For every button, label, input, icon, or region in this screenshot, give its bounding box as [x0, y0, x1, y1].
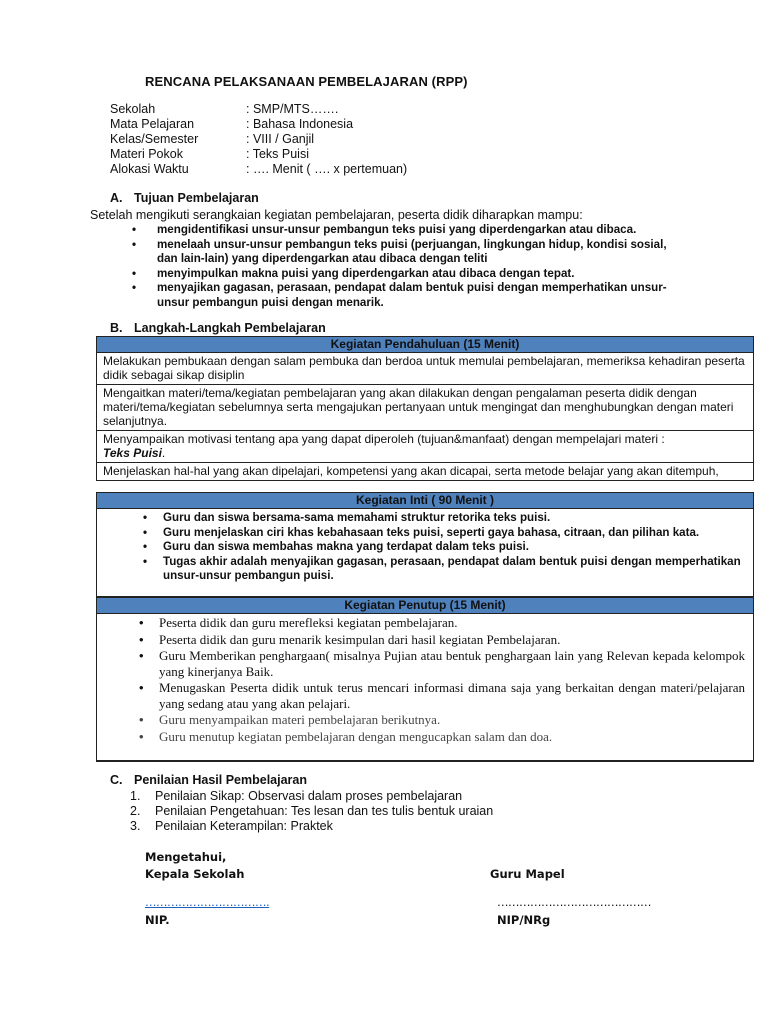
- info-value: : Teks Puisi: [246, 147, 309, 161]
- guru-signature-line: [497, 895, 651, 909]
- info-row-sekolah: [110, 102, 407, 117]
- item-text: Penilaian Pengetahuan: Tes lesan dan tes tulis bentuk uraian: [155, 804, 494, 818]
- list-item: • Guru Memberikan penghargaan( misalnya Pujian atau bentuk penghargaan lain yang Relevan kepada kelompok yang kinerjanya Baik.: [137, 648, 745, 679]
- list-item: [130, 819, 493, 834]
- penutup-table: [96, 597, 754, 762]
- list-item: • mengidentifikasi unsur-unsur pembangun teks puisi yang diperdengarkan atau dibaca.: [130, 223, 690, 238]
- list-item: • Guru menjelaskan ciri khas kebahasaan teks puisi, seperti gaya bahasa, citraan, dan pilihan kata.: [141, 526, 753, 541]
- info-value: : …. Menit ( …. x pertemuan): [246, 162, 408, 176]
- item-number: 2.: [130, 804, 141, 818]
- info-row-mapel: [110, 117, 407, 132]
- inti-header: Kegiatan Inti ( 90 Menit ): [97, 493, 753, 509]
- section-a-intro: Setelah mengikuti serangkaian kegiatan pembelajaran, peserta didik diharapkan mampu:: [90, 208, 583, 222]
- table-row: Mengaitkan materi/tema/kegiatan pembelajaran yang akan dilakukan dengan pengalaman peserta didik dengan materi/tema/kegiatan sebelumnya serta mengajukan pertanyaan untuk mengingat dan menghubungkan dengan materi selanjutnya.: [97, 385, 753, 431]
- nip-guru-label: NIP/NRg: [497, 913, 551, 927]
- section-number: A.: [110, 191, 123, 205]
- item-number: 3.: [130, 819, 141, 833]
- motivasi-materi: Teks Puisi: [103, 446, 162, 460]
- item-text: Penilaian Sikap: Observasi dalam proses pembelajaran: [155, 789, 463, 803]
- table-row: Melakukan pembukaan dengan salam pembuka dan berdoa untuk memulai pembelajaran, memeriksa kehadiran peserta didik sebagai sikap disiplin: [97, 353, 753, 385]
- inti-list: [97, 509, 753, 584]
- table-row-motivasi: [97, 431, 753, 463]
- section-number: B.: [110, 321, 123, 335]
- item-number: 1.: [130, 789, 141, 803]
- info-label: Alokasi Waktu: [110, 162, 189, 176]
- info-value: : VIII / Ganjil: [246, 132, 315, 146]
- penutup-header: Kegiatan Penutup (15 Menit): [97, 598, 753, 614]
- list-item: • Peserta didik dan guru menarik kesimpulan dari hasil kegiatan Pembelajaran.: [137, 632, 745, 648]
- section-title: Tujuan Pembelajaran: [134, 191, 259, 205]
- list-item: • Peserta didik dan guru merefleksi kegiatan pembelajaran.: [137, 615, 745, 631]
- list-item: • Guru menyampaikan materi pembelajaran berikutnya.: [137, 712, 745, 728]
- info-row-materi: [110, 147, 407, 162]
- motivasi-end: .: [161, 446, 166, 460]
- list-item: • Guru dan siswa bersama-sama memahami struktur retorika teks puisi.: [141, 511, 753, 526]
- info-value: : Bahasa Indonesia: [246, 117, 354, 131]
- list-item: • Guru dan siswa membahas makna yang terdapat dalam teks puisi.: [141, 540, 753, 555]
- section-b-heading: [110, 321, 326, 335]
- list-item: [130, 804, 493, 819]
- document-title: RENCANA PELAKSANAAN PEMBELAJARAN (RPP): [145, 74, 468, 89]
- item-text: Penilaian Keterampilan: Praktek: [155, 819, 333, 833]
- guru-dots: ……………………………………: [497, 895, 651, 909]
- section-title: Penilaian Hasil Pembelajaran: [134, 773, 307, 787]
- penutup-list: [97, 614, 753, 744]
- list-item: • menyimpulkan makna puisi yang diperdengarkan atau dibaca dengan tepat.: [130, 267, 690, 282]
- section-c-heading: [110, 773, 307, 787]
- info-value: : SMP/MTS…….: [246, 102, 339, 116]
- motivasi-text: Menyampaikan motivasi tentang apa yang dapat diperoleh (tujuan&manfaat) dengan mempelajari materi :: [103, 432, 665, 446]
- nip-kepala-label: NIP.: [145, 913, 170, 927]
- guru-mapel-label: Guru Mapel: [490, 867, 565, 881]
- inti-table: [96, 492, 754, 597]
- tujuan-list: [130, 223, 690, 310]
- info-row-waktu: [110, 162, 407, 177]
- section-title: Langkah-Langkah Pembelajaran: [134, 321, 326, 335]
- kepala-dots: …………………………….: [145, 895, 270, 909]
- section-a-heading: [110, 191, 259, 205]
- kepala-sekolah-label: Kepala Sekolah: [145, 867, 245, 881]
- info-label: Mata Pelajaran: [110, 117, 195, 131]
- list-item: • menyajikan gagasan, perasaan, pendapat dalam bentuk puisi dengan memperhatikan unsur-unsur pembangun puisi dengan menarik.: [130, 281, 690, 310]
- info-block: [110, 102, 407, 177]
- pendahuluan-table: [96, 336, 754, 481]
- section-number: C.: [110, 773, 123, 787]
- penilaian-list: [130, 789, 493, 834]
- mengetahui-label: Mengetahui,: [145, 850, 227, 864]
- list-item: [130, 789, 493, 804]
- info-label: Materi Pokok: [110, 147, 183, 161]
- list-item: • Tugas akhir adalah menyajikan gagasan, perasaan, pendapat dalam bentuk puisi dengan memperhatikan unsur-unsur pembangun puisi.: [141, 555, 753, 584]
- table-row: Menjelaskan hal-hal yang akan dipelajari, kompetensi yang akan dicapai, serta metode belajar yang akan ditempuh,: [103, 464, 719, 478]
- info-label: Kelas/Semester: [110, 132, 199, 146]
- pendahuluan-header: Kegiatan Pendahuluan (15 Menit): [97, 337, 753, 353]
- info-row-kelas: [110, 132, 407, 147]
- list-item: • Menugaskan Peserta didik untuk terus mencari informasi dimana saja yang berkaitan dengan materi/pelajaran yang sedang atau yang akan pelajari.: [137, 680, 745, 711]
- list-item: • menelaah unsur-unsur pembangun teks puisi (perjuangan, lingkungan hidup, kondisi sosial, dan lain-lain) yang diperdengarkan atau dibaca dengan teliti: [130, 238, 690, 267]
- list-item: • Guru menutup kegiatan pembelajaran dengan mengucapkan salam dan doa.: [137, 729, 745, 745]
- kepala-signature-line: [145, 895, 269, 909]
- info-label: Sekolah: [110, 102, 156, 116]
